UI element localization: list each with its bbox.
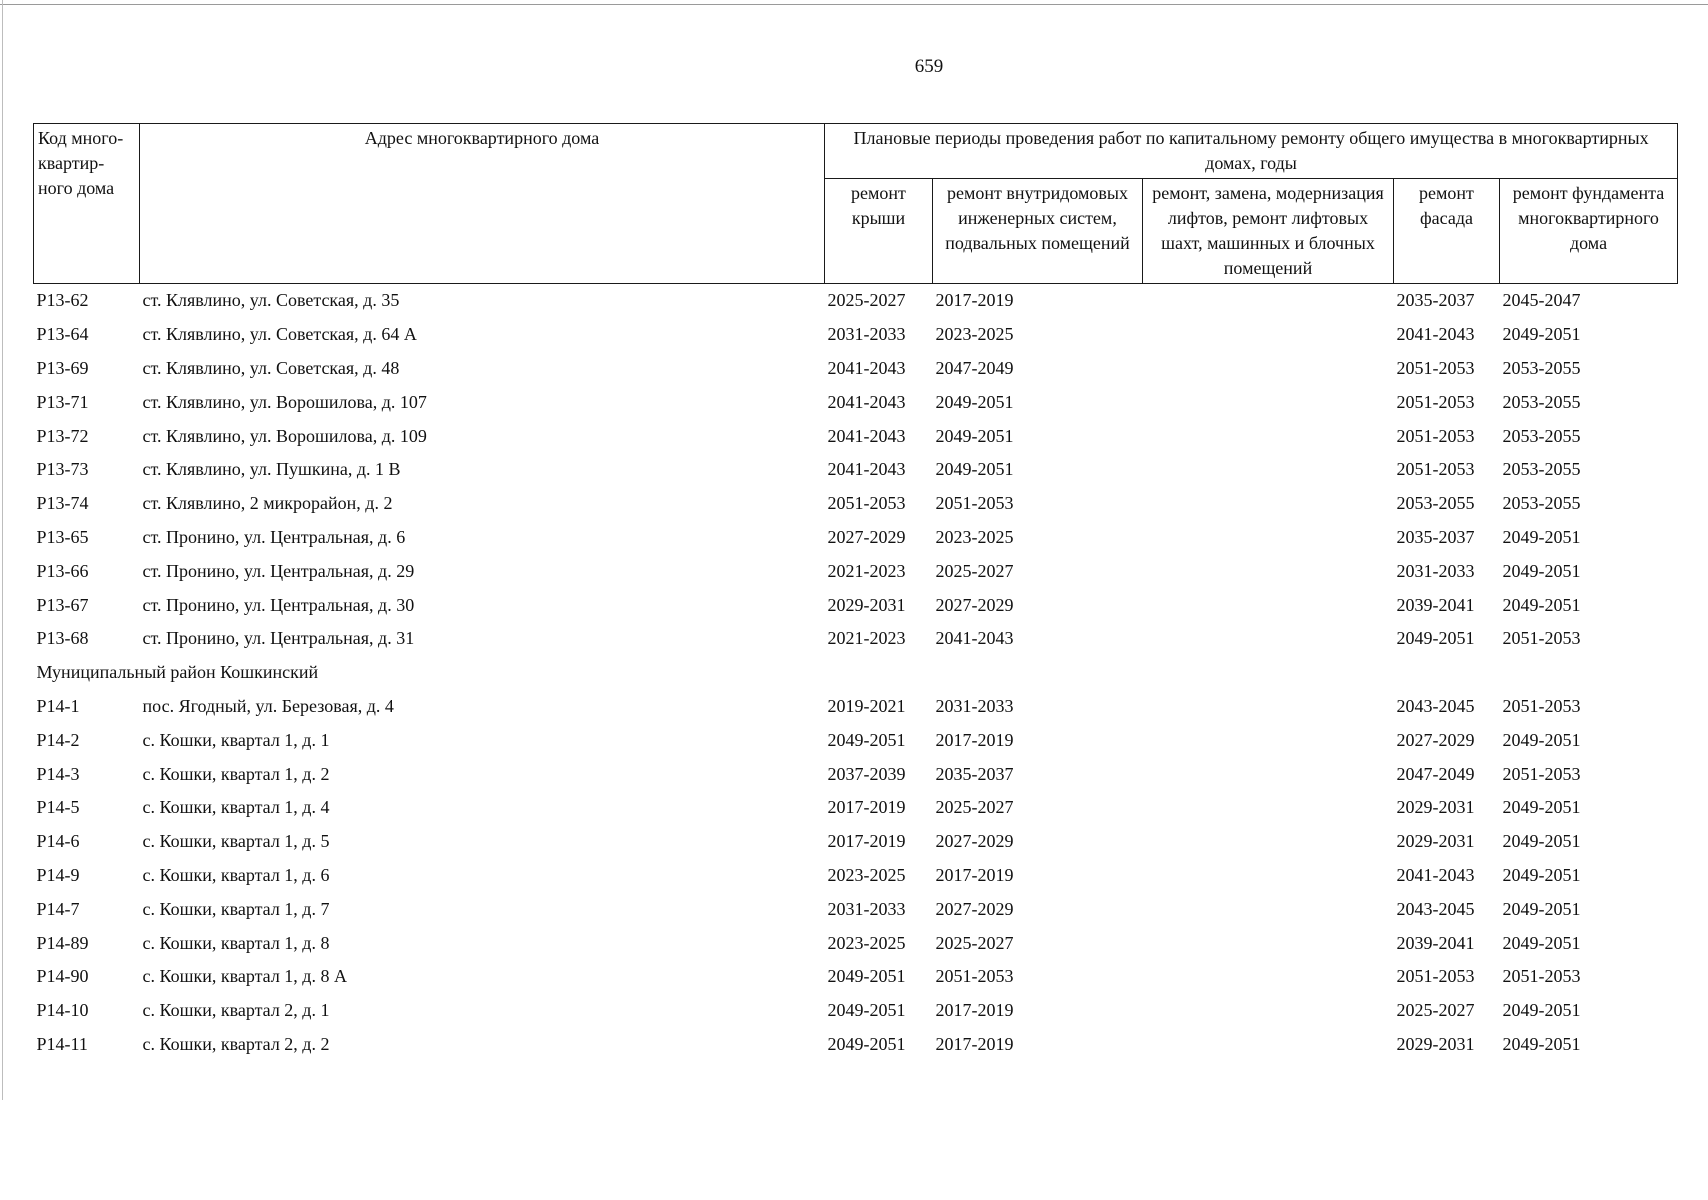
header-facade: ремонт фасада: [1394, 179, 1500, 284]
scan-border-left: [2, 0, 3, 1100]
cell-foundation: 2051-2053: [1502, 628, 1581, 649]
cell-roof: 2041-2043: [827, 459, 906, 480]
cell-code: Р13-64: [36, 324, 89, 345]
cell-code: Р13-72: [36, 425, 89, 446]
cell-engineering: 2025-2027: [935, 560, 1014, 581]
cell-roof: 2017-2019: [827, 797, 906, 818]
cell-engineering: 2023-2025: [935, 324, 1014, 345]
cell-foundation: 2049-2051: [1502, 797, 1581, 818]
cell-roof: 2031-2033: [827, 324, 906, 345]
page-number: 659: [914, 56, 944, 77]
table-body: [34, 284, 1678, 1062]
cell-engineering: 2017-2019: [935, 729, 1014, 750]
cell-foundation: 2049-2051: [1502, 1000, 1581, 1021]
cell-roof: 2049-2051: [827, 1034, 906, 1055]
table-row: [34, 554, 1678, 588]
cell-code: Р14-3: [36, 763, 80, 784]
cell-code: Р13-67: [36, 594, 89, 615]
cell-facade: 2051-2053: [1396, 425, 1475, 446]
table-row: [34, 521, 1678, 555]
cell-roof: 2051-2053: [827, 493, 906, 514]
cell-facade: 2027-2029: [1396, 729, 1475, 750]
cell-roof: 2049-2051: [827, 729, 906, 750]
cell-roof: 2027-2029: [827, 526, 906, 547]
cell-code: Р14-2: [36, 729, 80, 750]
cell-elevators: [1143, 453, 1394, 487]
cell-facade: 2041-2043: [1396, 324, 1475, 345]
cell-code: Р13-69: [36, 357, 89, 378]
cell-foundation: 2053-2055: [1502, 357, 1581, 378]
cell-address: с. Кошки, квартал 1, д. 5: [142, 831, 330, 852]
cell-facade: 2035-2037: [1396, 526, 1475, 547]
table-row: [34, 487, 1678, 521]
cell-roof: 2019-2021: [827, 695, 906, 716]
cell-address: с. Кошки, квартал 1, д. 1: [142, 729, 330, 750]
table-header: [34, 124, 1678, 284]
cell-address: ст. Пронино, ул. Центральная, д. 6: [142, 526, 406, 547]
cell-engineering: 2049-2051: [935, 459, 1014, 480]
header-roof: ремонт крыши: [825, 179, 933, 284]
cell-foundation: 2049-2051: [1502, 831, 1581, 852]
table-row: [34, 926, 1678, 960]
cell-address: с. Кошки, квартал 1, д. 8: [142, 932, 330, 953]
cell-code: Р14-11: [36, 1034, 88, 1055]
cell-code: Р13-62: [36, 290, 89, 311]
cell-engineering: 2035-2037: [935, 763, 1014, 784]
table-row: [34, 318, 1678, 352]
cell-code: Р14-7: [36, 898, 80, 919]
cell-elevators: [1143, 352, 1394, 386]
table-row: [34, 859, 1678, 893]
header-foundation: ремонт фундамента многоквартирного дома: [1500, 179, 1678, 284]
table-row: [34, 284, 1678, 318]
cell-elevators: [1143, 994, 1394, 1028]
cell-engineering: 2023-2025: [935, 526, 1014, 547]
cell-address: ст. Клявлино, ул. Ворошилова, д. 109: [142, 425, 427, 446]
cell-facade: 2029-2031: [1396, 1034, 1475, 1055]
group-label: Муниципальный район Кошкинский: [36, 662, 319, 683]
cell-roof: 2041-2043: [827, 391, 906, 412]
cell-elevators: [1143, 690, 1394, 724]
cell-engineering: 2051-2053: [935, 966, 1014, 987]
cell-elevators: [1143, 419, 1394, 453]
table-row: [34, 385, 1678, 419]
cell-address: ст. Клявлино, ул. Советская, д. 35: [142, 290, 400, 311]
cell-roof: 2021-2023: [827, 628, 906, 649]
cell-facade: 2051-2053: [1396, 357, 1475, 378]
cell-facade: 2047-2049: [1396, 763, 1475, 784]
cell-foundation: 2051-2053: [1502, 966, 1581, 987]
cell-foundation: 2049-2051: [1502, 560, 1581, 581]
cell-foundation: 2051-2053: [1502, 763, 1581, 784]
table-row: [34, 690, 1678, 724]
cell-elevators: [1143, 825, 1394, 859]
cell-roof: 2031-2033: [827, 898, 906, 919]
cell-code: Р13-66: [36, 560, 89, 581]
table-row: [34, 588, 1678, 622]
cell-code: Р13-65: [36, 526, 89, 547]
cell-facade: 2043-2045: [1396, 695, 1475, 716]
table-row: [34, 1028, 1678, 1062]
cell-facade: 2025-2027: [1396, 1000, 1475, 1021]
cell-code: Р13-74: [36, 493, 89, 514]
cell-foundation: 2049-2051: [1502, 932, 1581, 953]
cell-address: с. Кошки, квартал 1, д. 8 А: [142, 966, 347, 987]
cell-facade: 2035-2037: [1396, 290, 1475, 311]
cell-engineering: 2017-2019: [935, 290, 1014, 311]
cell-roof: 2025-2027: [827, 290, 906, 311]
cell-facade: 2049-2051: [1396, 628, 1475, 649]
cell-facade: 2039-2041: [1396, 594, 1475, 615]
cell-engineering: 2025-2027: [935, 797, 1014, 818]
header-row-1: [34, 124, 1678, 179]
table-row: [34, 419, 1678, 453]
cell-address: ст. Клявлино, ул. Советская, д. 64 А: [142, 324, 417, 345]
cell-foundation: 2049-2051: [1502, 324, 1581, 345]
cell-foundation: 2049-2051: [1502, 898, 1581, 919]
cell-engineering: 2031-2033: [935, 695, 1014, 716]
cell-address: ст. Пронино, ул. Центральная, д. 30: [142, 594, 415, 615]
header-code: Код много-квартир-ного дома: [34, 124, 140, 284]
cell-code: Р14-6: [36, 831, 80, 852]
cell-elevators: [1143, 926, 1394, 960]
cell-address: с. Кошки, квартал 1, д. 7: [142, 898, 330, 919]
cell-facade: 2051-2053: [1396, 391, 1475, 412]
cell-facade: 2039-2041: [1396, 932, 1475, 953]
cell-facade: 2029-2031: [1396, 797, 1475, 818]
cell-address: ст. Клявлино, ул. Ворошилова, д. 107: [142, 391, 427, 412]
table-row: [34, 723, 1678, 757]
cell-elevators: [1143, 622, 1394, 656]
cell-elevators: [1143, 1028, 1394, 1062]
cell-elevators: [1143, 723, 1394, 757]
cell-engineering: 2025-2027: [935, 932, 1014, 953]
scan-border-top: [0, 4, 1708, 5]
cell-facade: 2031-2033: [1396, 560, 1475, 581]
cell-engineering: 2049-2051: [935, 425, 1014, 446]
cell-roof: 2049-2051: [827, 1000, 906, 1021]
cell-roof: 2029-2031: [827, 594, 906, 615]
cell-code: Р13-71: [36, 391, 89, 412]
table-group-row: [34, 656, 1678, 690]
cell-address: ст. Пронино, ул. Центральная, д. 31: [142, 628, 415, 649]
cell-facade: 2043-2045: [1396, 898, 1475, 919]
cell-roof: 2023-2025: [827, 864, 906, 885]
cell-address: с. Кошки, квартал 2, д. 1: [142, 1000, 330, 1021]
cell-foundation: 2049-2051: [1502, 729, 1581, 750]
cell-engineering: 2049-2051: [935, 391, 1014, 412]
cell-code: Р13-68: [36, 628, 89, 649]
header-elevators: ремонт, замена, модернизация лифтов, ремонт лифтовых шахт, машинных и блочных помещений: [1143, 179, 1394, 284]
cell-foundation: 2045-2047: [1502, 290, 1581, 311]
cell-elevators: [1143, 284, 1394, 318]
cell-roof: 2041-2043: [827, 357, 906, 378]
cell-roof: 2037-2039: [827, 763, 906, 784]
cell-address: ст. Пронино, ул. Центральная, д. 29: [142, 560, 415, 581]
table-row: [34, 825, 1678, 859]
cell-code: Р14-5: [36, 797, 80, 818]
cell-foundation: 2053-2055: [1502, 493, 1581, 514]
header-engineering: ремонт внутридомовых инженерных систем, подвальных помещений: [933, 179, 1143, 284]
cell-code: Р14-1: [36, 695, 80, 716]
cell-facade: 2029-2031: [1396, 831, 1475, 852]
cell-address: с. Кошки, квартал 1, д. 6: [142, 864, 330, 885]
cell-address: с. Кошки, квартал 2, д. 2: [142, 1034, 330, 1055]
cell-engineering: 2017-2019: [935, 864, 1014, 885]
cell-foundation: 2049-2051: [1502, 526, 1581, 547]
cell-facade: 2053-2055: [1396, 493, 1475, 514]
cell-elevators: [1143, 385, 1394, 419]
table-row: [34, 791, 1678, 825]
table-row: [34, 960, 1678, 994]
table-row: [34, 622, 1678, 656]
cell-foundation: 2053-2055: [1502, 459, 1581, 480]
cell-address: ст. Клявлино, 2 микрорайон, д. 2: [142, 493, 393, 514]
table-row: [34, 757, 1678, 791]
cell-engineering: 2017-2019: [935, 1000, 1014, 1021]
table-row: [34, 453, 1678, 487]
table-row: [34, 892, 1678, 926]
cell-elevators: [1143, 521, 1394, 555]
cell-code: Р14-89: [36, 932, 89, 953]
cell-address: с. Кошки, квартал 1, д. 4: [142, 797, 330, 818]
cell-elevators: [1143, 588, 1394, 622]
cell-elevators: [1143, 859, 1394, 893]
cell-engineering: 2047-2049: [935, 357, 1014, 378]
table-row: [34, 994, 1678, 1028]
cell-roof: 2021-2023: [827, 560, 906, 581]
cell-roof: 2017-2019: [827, 831, 906, 852]
header-periods-group: Плановые периоды проведения работ по капитальному ремонту общего имущества в многоквартирных домах, годы: [825, 124, 1678, 179]
cell-elevators: [1143, 791, 1394, 825]
cell-code: Р14-90: [36, 966, 89, 987]
cell-address: с. Кошки, квартал 1, д. 2: [142, 763, 330, 784]
cell-engineering: 2041-2043: [935, 628, 1014, 649]
cell-engineering: 2017-2019: [935, 1034, 1014, 1055]
cell-address: ст. Клявлино, ул. Советская, д. 48: [142, 357, 400, 378]
cell-code: Р14-10: [36, 1000, 89, 1021]
cell-roof: 2049-2051: [827, 966, 906, 987]
cell-elevators: [1143, 318, 1394, 352]
capital-repair-schedule-table: [33, 123, 1678, 1062]
cell-elevators: [1143, 554, 1394, 588]
cell-elevators: [1143, 892, 1394, 926]
cell-facade: 2051-2053: [1396, 966, 1475, 987]
cell-foundation: 2053-2055: [1502, 425, 1581, 446]
cell-roof: 2041-2043: [827, 425, 906, 446]
cell-address: пос. Ягодный, ул. Березовая, д. 4: [142, 695, 394, 716]
cell-code: Р13-73: [36, 459, 89, 480]
cell-engineering: 2051-2053: [935, 493, 1014, 514]
cell-facade: 2041-2043: [1396, 864, 1475, 885]
cell-elevators: [1143, 960, 1394, 994]
cell-code: Р14-9: [36, 864, 80, 885]
cell-foundation: 2051-2053: [1502, 695, 1581, 716]
cell-address: ст. Клявлино, ул. Пушкина, д. 1 В: [142, 459, 401, 480]
cell-foundation: 2049-2051: [1502, 864, 1581, 885]
cell-elevators: [1143, 487, 1394, 521]
cell-foundation: 2049-2051: [1502, 1034, 1581, 1055]
cell-roof: 2023-2025: [827, 932, 906, 953]
cell-engineering: 2027-2029: [935, 594, 1014, 615]
cell-foundation: 2049-2051: [1502, 594, 1581, 615]
table-row: [34, 352, 1678, 386]
header-address: Адрес многоквартирного дома: [140, 124, 825, 284]
cell-engineering: 2027-2029: [935, 831, 1014, 852]
cell-foundation: 2053-2055: [1502, 391, 1581, 412]
cell-facade: 2051-2053: [1396, 459, 1475, 480]
cell-engineering: 2027-2029: [935, 898, 1014, 919]
cell-elevators: [1143, 757, 1394, 791]
